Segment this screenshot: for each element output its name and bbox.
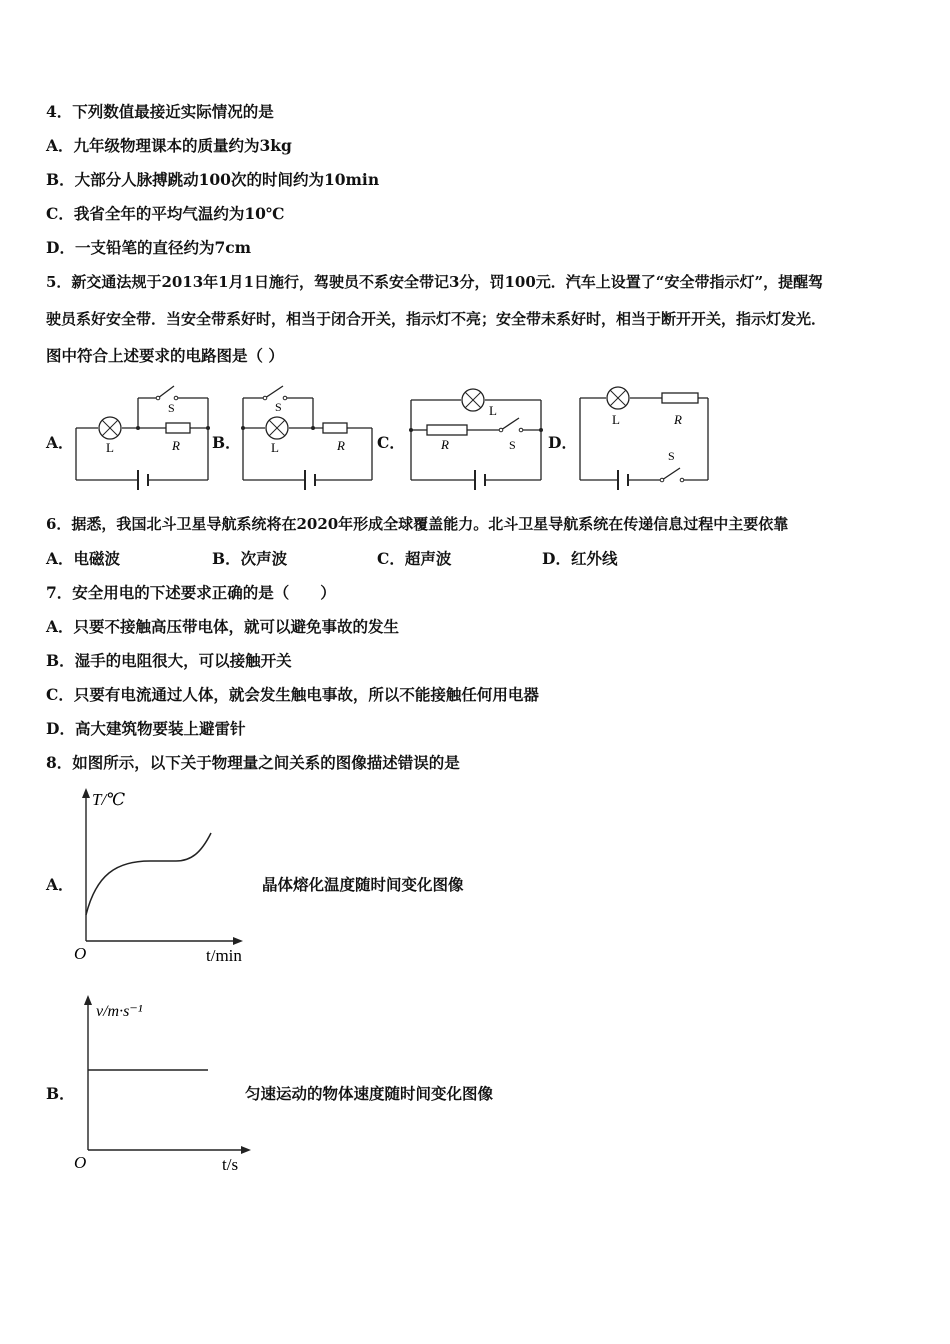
- q5-line-3: 图中符合上述要求的电路图是（ ）: [46, 346, 284, 365]
- resistor-label: R: [674, 412, 682, 427]
- q7-option-b: B．湿手的电阻很大，可以接触开关: [46, 651, 292, 670]
- q7-option-a: A．只要不接触高压带电体，就可以避免事故的发生: [46, 617, 400, 636]
- resistor-icon: [427, 425, 467, 435]
- graph-b-y-axis-label: v/m·s⁻¹: [96, 1003, 143, 1020]
- graph-b-x-axis-label: t/s: [222, 1155, 239, 1174]
- circuit-a-diagram: [70, 380, 215, 495]
- lamp-label: L: [489, 403, 497, 418]
- q6-option-d: D．红外线: [542, 549, 618, 568]
- lamp-icon: [99, 417, 121, 439]
- switch-label: S: [275, 400, 282, 414]
- resistor-label: R: [172, 438, 180, 453]
- circuit-c-label: C．: [377, 433, 405, 452]
- circuit-d-label: D．: [548, 433, 577, 452]
- switch-label: S: [509, 438, 516, 452]
- q7-stem: 7．安全用电的下述要求正确的是（ ）: [46, 583, 336, 602]
- q7-option-d: D．高大建筑物要装上避雷针: [46, 719, 246, 738]
- graph-a-caption: 晶体熔化温度随时间变化图像: [262, 875, 464, 894]
- lamp-icon: [462, 389, 484, 411]
- q6-option-b: B．次声波: [212, 549, 288, 568]
- graph-b-label: B．: [46, 1084, 75, 1103]
- graph-b-origin: O: [74, 1153, 87, 1172]
- q8-stem: 8．如图所示，以下关于物理量之间关系的图像描述错误的是: [46, 753, 460, 772]
- graph-b-caption: 匀速运动的物体速度随时间变化图像: [245, 1084, 494, 1103]
- q4-option-d: D．一支铅笔的直径约为7cm: [46, 238, 252, 257]
- q4-stem: 4．下列数值最接近实际情况的是: [46, 102, 274, 121]
- switch-label: S: [668, 449, 675, 463]
- q4-option-b: B．大部分人脉搏跳动100次的时间约为10min: [46, 170, 380, 189]
- q6-stem: 6．据悉，我国北斗卫星导航系统将在2020年形成全球覆盖能力。北斗卫星导航系统在传递信息过程中主要依靠: [46, 515, 789, 533]
- graph-a-label: A．: [46, 875, 74, 894]
- lamp-label: L: [106, 440, 114, 455]
- resistor-label: R: [441, 437, 449, 452]
- switch-label: S: [168, 401, 175, 415]
- resistor-icon: [662, 393, 698, 403]
- lamp-icon: [266, 417, 288, 439]
- lamp-label: L: [271, 440, 279, 455]
- circuit-d-diagram: [574, 382, 714, 495]
- circuit-b-label: B．: [212, 433, 241, 452]
- graph-a-melting-curve: [66, 785, 266, 970]
- q6-option-c: C．超声波: [377, 549, 452, 568]
- q7-option-c: C．只要有电流通过人体，就会发生触电事故，所以不能接触任何用电器: [46, 685, 539, 704]
- graph-a-origin: O: [74, 944, 87, 963]
- circuit-c-diagram: [405, 382, 547, 495]
- lamp-label: L: [612, 412, 620, 427]
- resistor-icon: [166, 423, 190, 433]
- graph-a-y-axis-label: T/℃: [92, 790, 126, 809]
- graph-b-velocity-curve: [66, 990, 266, 1180]
- q5-line-2: 驶员系好安全带．当安全带系好时，相当于闭合开关，指示灯不亮；安全带未系好时，相当于断开开关，指示灯发光．: [46, 310, 827, 328]
- circuit-a-label: A．: [46, 433, 74, 452]
- q4-option-a: A．九年级物理课本的质量约为3kg: [46, 136, 292, 155]
- q6-option-a: A．电磁波: [46, 549, 121, 568]
- resistor-icon: [323, 423, 347, 433]
- resistor-label: R: [337, 438, 345, 453]
- q4-option-c: C．我省全年的平均气温约为10℃: [46, 204, 285, 223]
- lamp-icon: [607, 387, 629, 409]
- graph-a-x-axis-label: t/min: [206, 946, 242, 965]
- circuit-b-diagram: [237, 380, 377, 495]
- q5-line-1: 5．新交通法规于2013年1月1日施行，驾驶员不系安全带记3分，罚100元．汽车上设置了“安全带指示灯”，提醒驾: [46, 273, 824, 291]
